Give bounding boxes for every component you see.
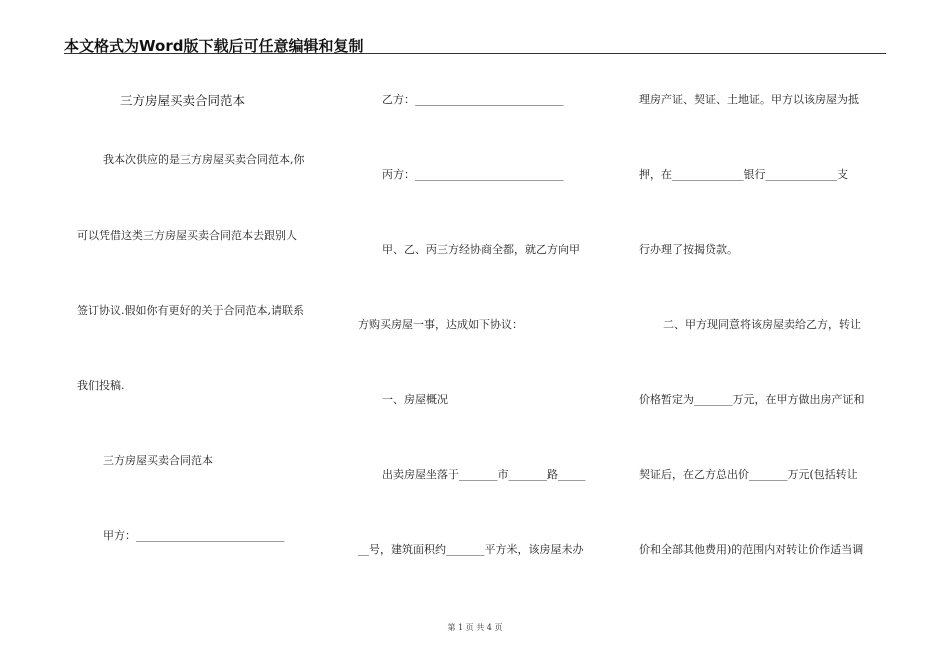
party-c-line: 丙方：___________________________: [382, 168, 564, 181]
col3-line-4: 二、甲方现同意将该房屋卖给乙方，转让: [663, 318, 861, 331]
document-header: 本文格式为Word版下载后可任意编辑和复制: [64, 37, 364, 55]
col3-line-2: 押，在_____________银行_____________支: [639, 168, 848, 181]
intro-line-4: 我们投稿.: [77, 379, 125, 392]
intro-line-3: 签订协议.假如你有更好的关于合同范本,请联系: [77, 304, 304, 317]
document-title: 三方房屋买卖合同范本: [120, 93, 246, 108]
col3-line-3: 行办理了按揭贷款。: [639, 243, 738, 256]
intro-line-1: 我本次供应的是三方房屋买卖合同范本,你: [103, 153, 305, 166]
party-b-line: 乙方：___________________________: [382, 93, 564, 106]
party-a-line: 甲方：___________________________: [103, 529, 285, 542]
agreement-line-1: 甲、乙、丙三方经协商全都，就乙方向甲: [382, 243, 580, 256]
col3-line-1: 理房产证、契证、土地证。甲方以该房屋为抵: [639, 93, 859, 106]
contract-subtitle: 三方房屋买卖合同范本: [103, 454, 213, 467]
col3-line-6: 契证后，在乙方总出价_______万元(包括转让: [639, 468, 858, 481]
section-heading-property: 一、房屋概况: [382, 393, 448, 406]
agreement-line-2: 方购买房屋一事，达成如下协议：: [358, 318, 523, 331]
col3-line-7: 价和全部其他费用)的范围内对转让价作适当调: [639, 543, 864, 556]
property-location-line: 出卖房屋坐落于_______市_______路_____: [382, 468, 586, 481]
header-divider: [64, 53, 886, 54]
col3-line-5: 价格暂定为_______万元，在甲方做出房产证和: [639, 393, 865, 406]
page-number: 第 1 页 共 4 页: [447, 623, 503, 632]
intro-line-2: 可以凭借这类三方房屋买卖合同范本去跟别人: [77, 229, 297, 242]
property-area-line: __号，建筑面积约_______平方米，该房屋未办: [358, 543, 584, 556]
